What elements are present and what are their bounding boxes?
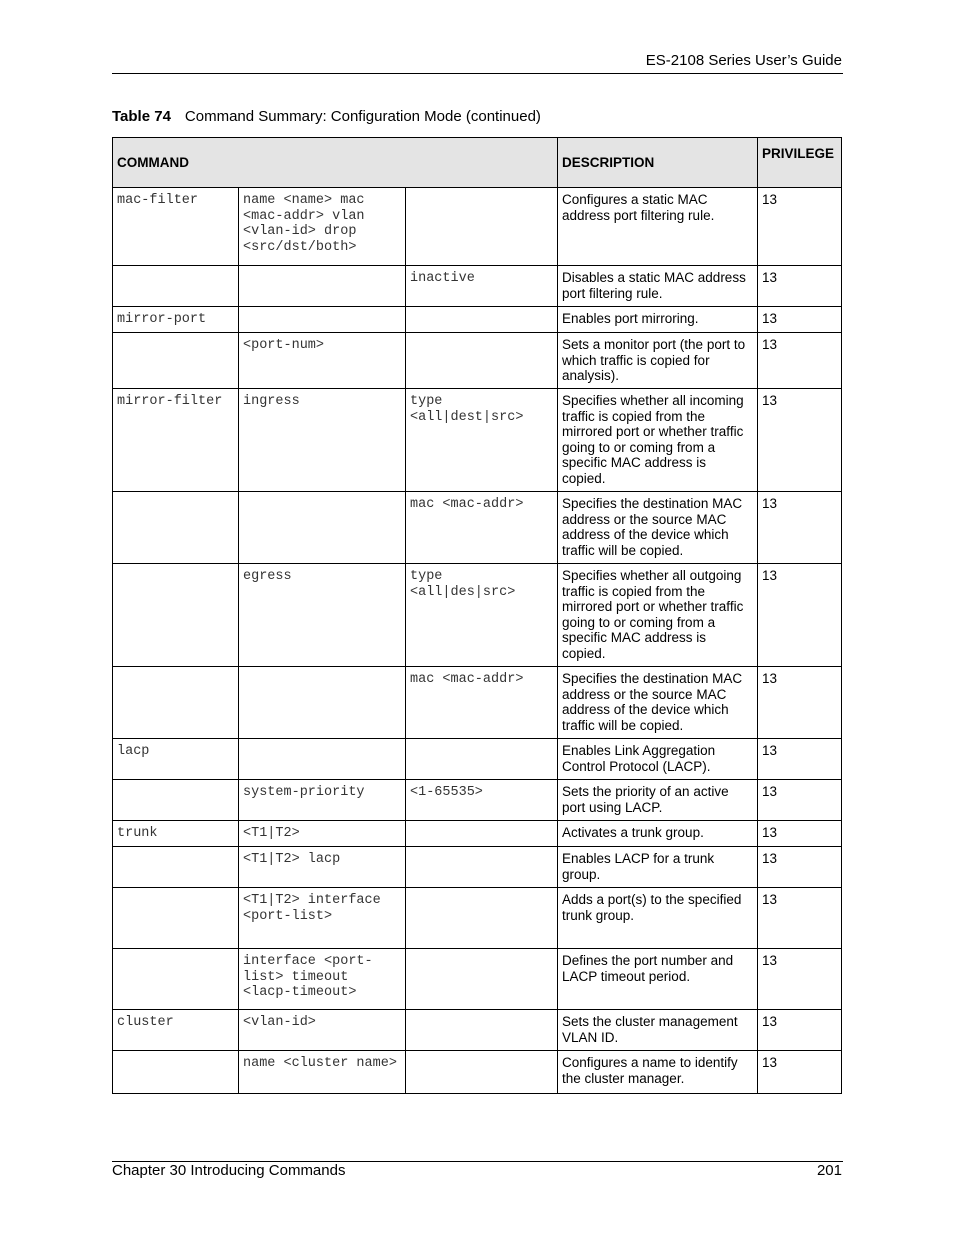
command-summary-table: [112, 137, 842, 1094]
description-cell: Specifies the destination MAC address or the source MAC address of the device which traffic will be copied.: [558, 492, 758, 564]
description-cell: Sets a monitor port (the port to which traffic is copied for analysis).: [558, 333, 758, 389]
description-cell: Disables a static MAC address port filtering rule.: [558, 266, 758, 307]
command-cell: mac-filter: [113, 188, 239, 266]
privilege-cell: 13: [758, 333, 842, 389]
table-row: [113, 780, 842, 821]
table-header-row: [113, 138, 842, 188]
subcommand-cell: <port-num>: [239, 333, 406, 389]
privilege-cell: 13: [758, 266, 842, 307]
table-row: [113, 389, 842, 492]
table-row: [113, 949, 842, 1010]
command-cell: [113, 888, 239, 949]
table-row: [113, 1010, 842, 1051]
table-row: [113, 266, 842, 307]
subcommand-cell: [239, 667, 406, 739]
argument-cell: [406, 949, 558, 1010]
description-cell: Enables Link Aggregation Control Protocol (LACP).: [558, 739, 758, 780]
argument-cell: [406, 307, 558, 333]
subcommand-cell: egress: [239, 564, 406, 667]
description-cell: Defines the port number and LACP timeout period.: [558, 949, 758, 1010]
subcommand-cell: [239, 266, 406, 307]
subcommand-cell: [239, 307, 406, 333]
description-cell: Activates a trunk group.: [558, 821, 758, 847]
argument-cell: [406, 847, 558, 888]
argument-cell: <1-65535>: [406, 780, 558, 821]
privilege-cell: 13: [758, 1010, 842, 1051]
argument-cell: [406, 333, 558, 389]
description-cell: Specifies the destination MAC address or the source MAC address of the device which traffic will be copied.: [558, 667, 758, 739]
privilege-cell: 13: [758, 564, 842, 667]
argument-cell: [406, 1010, 558, 1051]
command-cell: mirror-port: [113, 307, 239, 333]
privilege-cell: 13: [758, 667, 842, 739]
command-cell: [113, 949, 239, 1010]
table-row: [113, 1051, 842, 1094]
header-command: COMMAND: [113, 138, 558, 188]
table-row: [113, 847, 842, 888]
table-row: [113, 333, 842, 389]
subcommand-cell: [239, 739, 406, 780]
argument-cell: [406, 821, 558, 847]
command-cell: [113, 333, 239, 389]
argument-cell: mac <mac-addr>: [406, 667, 558, 739]
description-cell: Specifies whether all incoming traffic is copied from the mirrored port or whether traffic going to or coming from a specific MAC address is copied.: [558, 389, 758, 492]
argument-cell: mac <mac-addr>: [406, 492, 558, 564]
command-cell: [113, 780, 239, 821]
table-row: [113, 307, 842, 333]
privilege-cell: 13: [758, 1051, 842, 1094]
argument-cell: inactive: [406, 266, 558, 307]
command-cell: [113, 492, 239, 564]
subcommand-cell: system-priority: [239, 780, 406, 821]
subcommand-cell: name <cluster name>: [239, 1051, 406, 1094]
argument-cell: type <all|des|src>: [406, 564, 558, 667]
subcommand-cell: <T1|T2> lacp: [239, 847, 406, 888]
command-cell: mirror-filter: [113, 389, 239, 492]
table-body: [113, 188, 842, 1094]
command-cell: [113, 667, 239, 739]
command-cell: trunk: [113, 821, 239, 847]
subcommand-cell: ingress: [239, 389, 406, 492]
table-caption-text: Command Summary: Configuration Mode (continued): [184, 108, 541, 125]
subcommand-cell: <T1|T2> interface <port-list>: [239, 888, 406, 949]
argument-cell: [406, 1051, 558, 1094]
command-cell: [113, 564, 239, 667]
subcommand-cell: <vlan-id>: [239, 1010, 406, 1051]
privilege-cell: 13: [758, 821, 842, 847]
header-privilege: PRIVILEGE: [758, 138, 842, 188]
privilege-cell: 13: [758, 780, 842, 821]
privilege-cell: 13: [758, 492, 842, 564]
document-header-title: ES-2108 Series User’s Guide: [645, 52, 842, 69]
description-cell: Configures a static MAC address port filtering rule.: [558, 188, 758, 266]
header-description: DESCRIPTION: [558, 138, 758, 188]
command-cell: cluster: [113, 1010, 239, 1051]
privilege-cell: 13: [758, 949, 842, 1010]
footer-page-number: 201: [816, 1162, 842, 1179]
privilege-cell: 13: [758, 389, 842, 492]
table-row: [113, 667, 842, 739]
subcommand-cell: interface <port-list> timeout <lacp-timeout>: [239, 949, 406, 1010]
header-divider: [112, 73, 843, 74]
command-cell: [113, 847, 239, 888]
table-row: [113, 739, 842, 780]
description-cell: Enables port mirroring.: [558, 307, 758, 333]
table-row: [113, 188, 842, 266]
argument-cell: [406, 739, 558, 780]
table-row: [113, 492, 842, 564]
command-cell: [113, 1051, 239, 1094]
description-cell: Enables LACP for a trunk group.: [558, 847, 758, 888]
argument-cell: type <all|dest|src>: [406, 389, 558, 492]
description-cell: Sets the cluster management VLAN ID.: [558, 1010, 758, 1051]
description-cell: Adds a port(s) to the specified trunk group.: [558, 888, 758, 949]
privilege-cell: 13: [758, 307, 842, 333]
footer-chapter: Chapter 30 Introducing Commands: [112, 1162, 346, 1179]
privilege-cell: 13: [758, 739, 842, 780]
table-row: [113, 821, 842, 847]
table-caption: [112, 108, 541, 125]
command-cell: lacp: [113, 739, 239, 780]
description-cell: Specifies whether all outgoing traffic is copied from the mirrored port or whether traffic going to or coming from a specific MAC address is copied.: [558, 564, 758, 667]
table-row: [113, 888, 842, 949]
description-cell: Sets the priority of an active port using LACP.: [558, 780, 758, 821]
privilege-cell: 13: [758, 847, 842, 888]
description-cell: Configures a name to identify the cluster manager.: [558, 1051, 758, 1094]
command-cell: [113, 266, 239, 307]
argument-cell: [406, 188, 558, 266]
subcommand-cell: name <name> mac <mac-addr> vlan <vlan-id> drop <src/dst/both>: [239, 188, 406, 266]
table-row: [113, 564, 842, 667]
privilege-cell: 13: [758, 188, 842, 266]
argument-cell: [406, 888, 558, 949]
subcommand-cell: [239, 492, 406, 564]
table-caption-label: Table 74: [112, 108, 171, 125]
privilege-cell: 13: [758, 888, 842, 949]
subcommand-cell: <T1|T2>: [239, 821, 406, 847]
